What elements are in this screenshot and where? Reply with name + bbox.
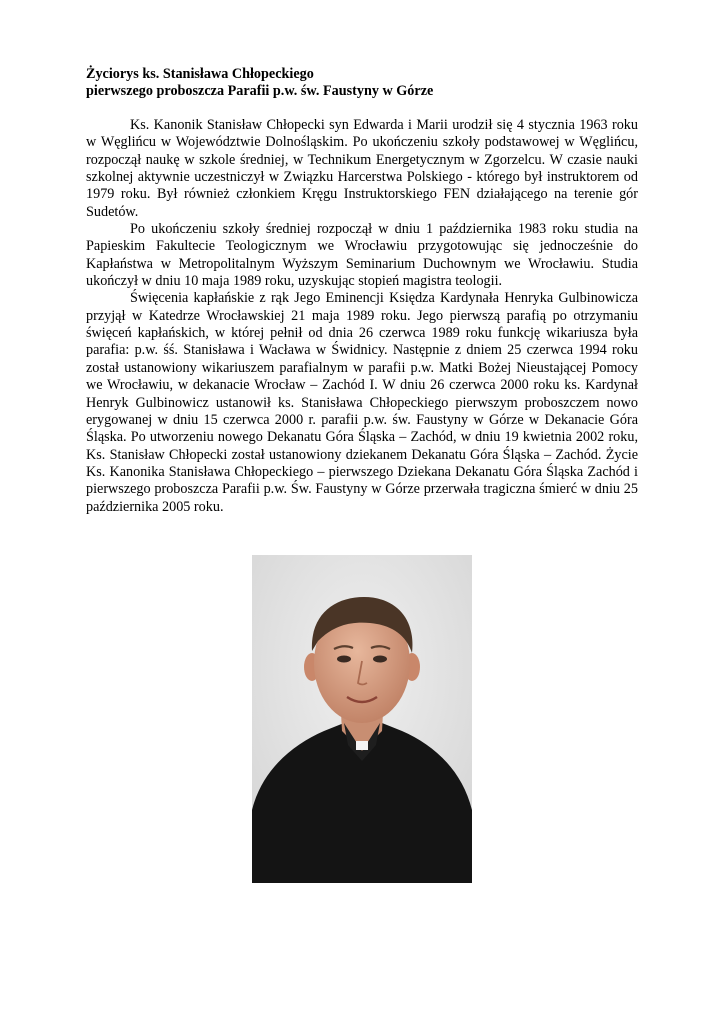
paragraph-early-life: Ks. Kanonik Stanisław Chłopecki syn Edwarda i Marii urodził się 4 stycznia 1963 roku w Węglińcu w Województwie Dolnośląskim. Po ukończeniu szkoły podstawowej w Węglińcu, rozpoczął naukę w szkole średniej, w Technikum Energetycznym w Zgorzelcu. W czasie nauki szkolnej aktywnie uczestniczył w Związku Harcerstwa Polskiego - którego był instruktorem od 1979 roku. Był również członkiem Kręgu Instruktorskiego FEN działającego na terenie gór Sudetów. — [86, 117, 638, 220]
document-title-line-1: Życiorys ks. Stanisława Chłopeckiego — [86, 66, 314, 82]
title-spacer — [86, 100, 638, 117]
portrait-photo — [252, 555, 472, 883]
left-eye — [337, 656, 351, 663]
clerical-collar-tab — [356, 741, 368, 750]
document-body — [86, 66, 638, 516]
right-eye — [373, 656, 387, 663]
paragraph-priesthood: Święcenia kapłańskie z rąk Jego Eminencji Księdza Kardynała Henryka Gulbinowicza przyjął w Katedrze Wrocławskiej 21 maja 1989 roku. Jego pierwszą parafią po otrzymaniu święceń kapłańskich, w której pełnił od dnia 26 czerwca 1989 roku funkcję wikariusza była parafia: p.w. śś. Stanisława i Wacława w Świdnicy. Następnie z dniem 25 czerwca 1994 roku został ustanowiony wikariuszem parafialnym w parafii p.w. Matki Bożej Nieustającej Pomocy we Wrocławiu, w dekanacie Wrocław – Zachód I. W dniu 26 czerwca 2000 roku ks. Kardynał Henryk Gulbinowicz ustanowił ks. Stanisława Chłopeckiego pierwszym proboszczem nowo erygowanej w dniu 15 czerwca 2000 r. parafii p.w. św. Faustyny w Górze w Dekanacie Góra Śląska. Po utworzeniu nowego Dekanatu Góra Śląska – Zachód, w dniu 19 kwietnia 2002 roku, Ks. Stanisław Chłopecki został ustanowiony dziekanem Dekanatu Góra Śląska – Zachód. Życie Ks. Kanonika Stanisława Chłopeckiego – pierwszego Dziekana Dekanatu Góra Śląska Zachód i pierwszego proboszcza Parafii p.w. Św. Faustyny w Górze przerwała tragiczna śmierć w dniu 25 października 2005 roku. — [86, 290, 638, 515]
paragraph-studies: Po ukończeniu szkoły średniej rozpoczął w dniu 1 października 1983 roku studia na Papieskim Fakultecie Teologicznym we Wrocławiu przygotowując się jednocześnie do Kapłaństwa w Metropolitalnym Wyższym Seminarium Duchownym we Wrocławiu. Studia ukończył w dniu 10 maja 1989 roku, uzyskując stopień magistra teologii. — [86, 221, 638, 290]
document-title-line-2: pierwszego proboszcza Parafii p.w. św. Faustyny w Górze — [86, 83, 434, 99]
portrait-illustration — [252, 555, 472, 883]
